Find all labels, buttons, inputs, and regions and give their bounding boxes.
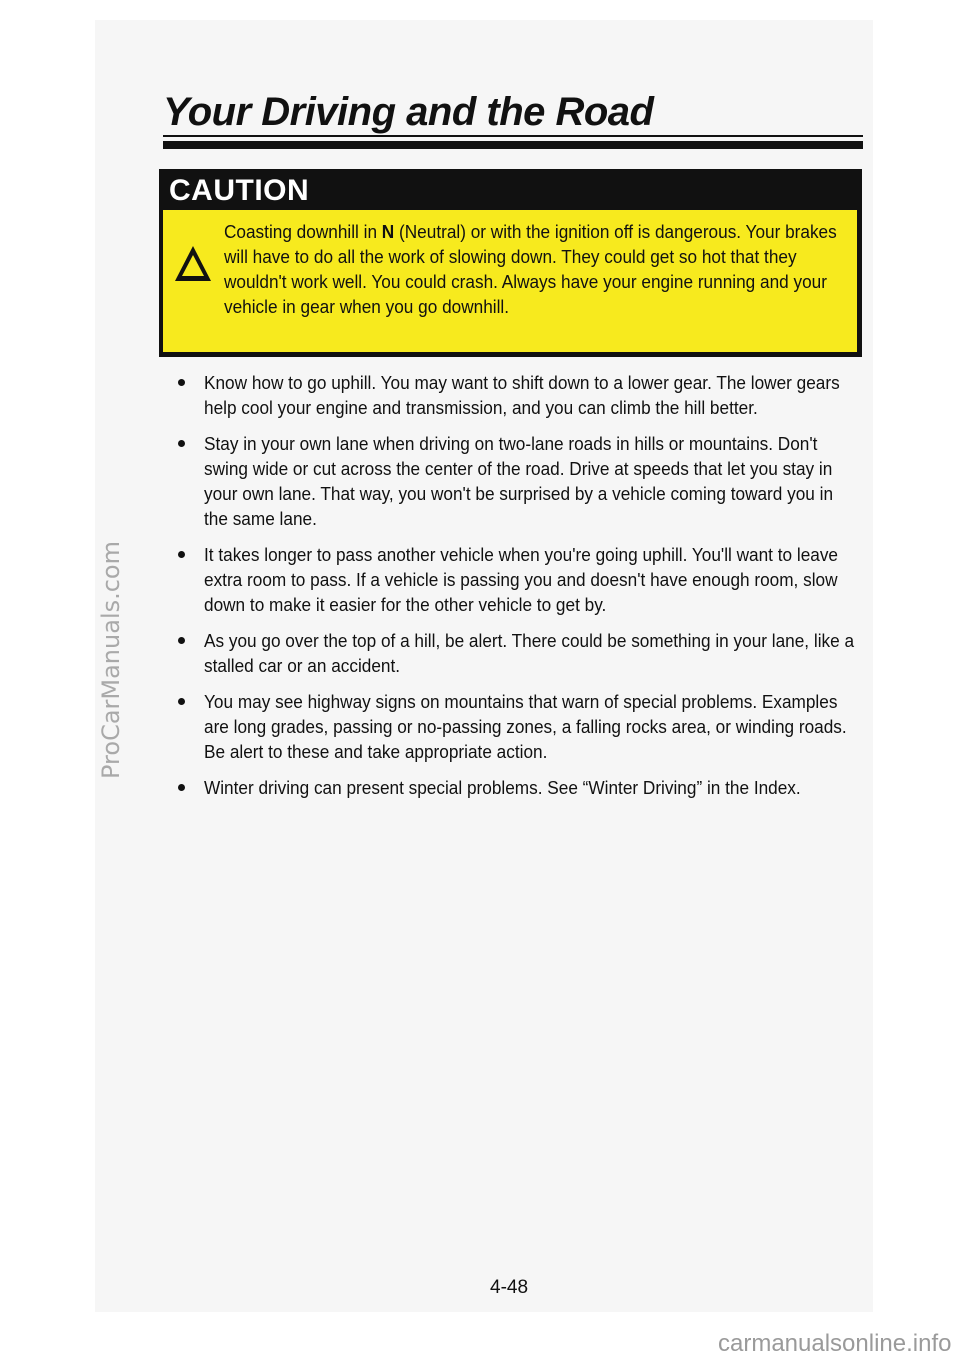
list-item: [178, 431, 868, 531]
list-item: [178, 370, 868, 420]
list-item: [178, 775, 868, 800]
caution-text-neutral: N: [381, 221, 395, 242]
bullet-icon: [178, 551, 185, 558]
caution-text-start: Coasting downhill in: [224, 221, 382, 242]
side-watermark: ProCarManuals.com: [97, 540, 125, 780]
bullet-text: It takes longer to pass another vehicle when you're going uphill. You'll want to leave extra room to pass. If a vehicle is passing you and doesn't have enough room, slow down to make it easier for the other vehicle to get by.: [204, 544, 839, 615]
caution-box: [159, 169, 862, 357]
bullet-icon: [178, 698, 185, 705]
caution-text-rest: (Neutral) or with the ignition off is dangerous. Your brakes will have to do all the work of slowing down. They could get so hot that they wouldn't work well. You could crash. Always have your engine running and your vehicle in gear when you go downhill.: [224, 221, 837, 317]
title-rule-thin: [163, 135, 863, 137]
caution-body: [163, 210, 857, 352]
bullet-text: Stay in your own lane when driving on two-lane roads in hills or mountains. Don't swing wide or cut across the center of the road. Drive at speeds that let you stay in your own lane. That way, you won't be surprised by a vehicle coming toward you in the same lane.: [204, 433, 834, 529]
warning-triangle-icon: [173, 244, 213, 284]
page-number: 4-48: [490, 1277, 529, 1298]
bullet-text: Winter driving can present special problems. See “Winter Driving” in the Index.: [204, 777, 801, 798]
bullet-text: Know how to go uphill. You may want to shift down to a lower gear. The lower gears help cool your engine and transmission, and you can climb the hill better.: [204, 372, 840, 418]
footer-watermark: carmanualsonline.info: [718, 1330, 952, 1357]
bullet-icon: [178, 637, 185, 644]
list-item: [178, 689, 868, 764]
bullet-icon: [178, 784, 185, 791]
caution-heading: CAUTION: [169, 174, 310, 207]
bullet-text: You may see highway signs on mountains that warn of special problems. Examples are long grades, passing or no-passing zones, a falling rocks area, or winding roads. Be alert to these and take appropriate action.: [204, 691, 847, 762]
caution-text: [224, 219, 856, 319]
list-item: [178, 628, 868, 678]
bullet-list: [178, 370, 868, 811]
bullet-text: As you go over the top of a hill, be alert. There could be something in your lane, like a stalled car or an accident.: [204, 630, 855, 676]
bullet-icon: [178, 379, 185, 386]
title-rule-thick: [163, 141, 863, 149]
list-item: [178, 542, 868, 617]
bullet-icon: [178, 440, 185, 447]
section-title: Your Driving and the Road: [163, 90, 654, 134]
